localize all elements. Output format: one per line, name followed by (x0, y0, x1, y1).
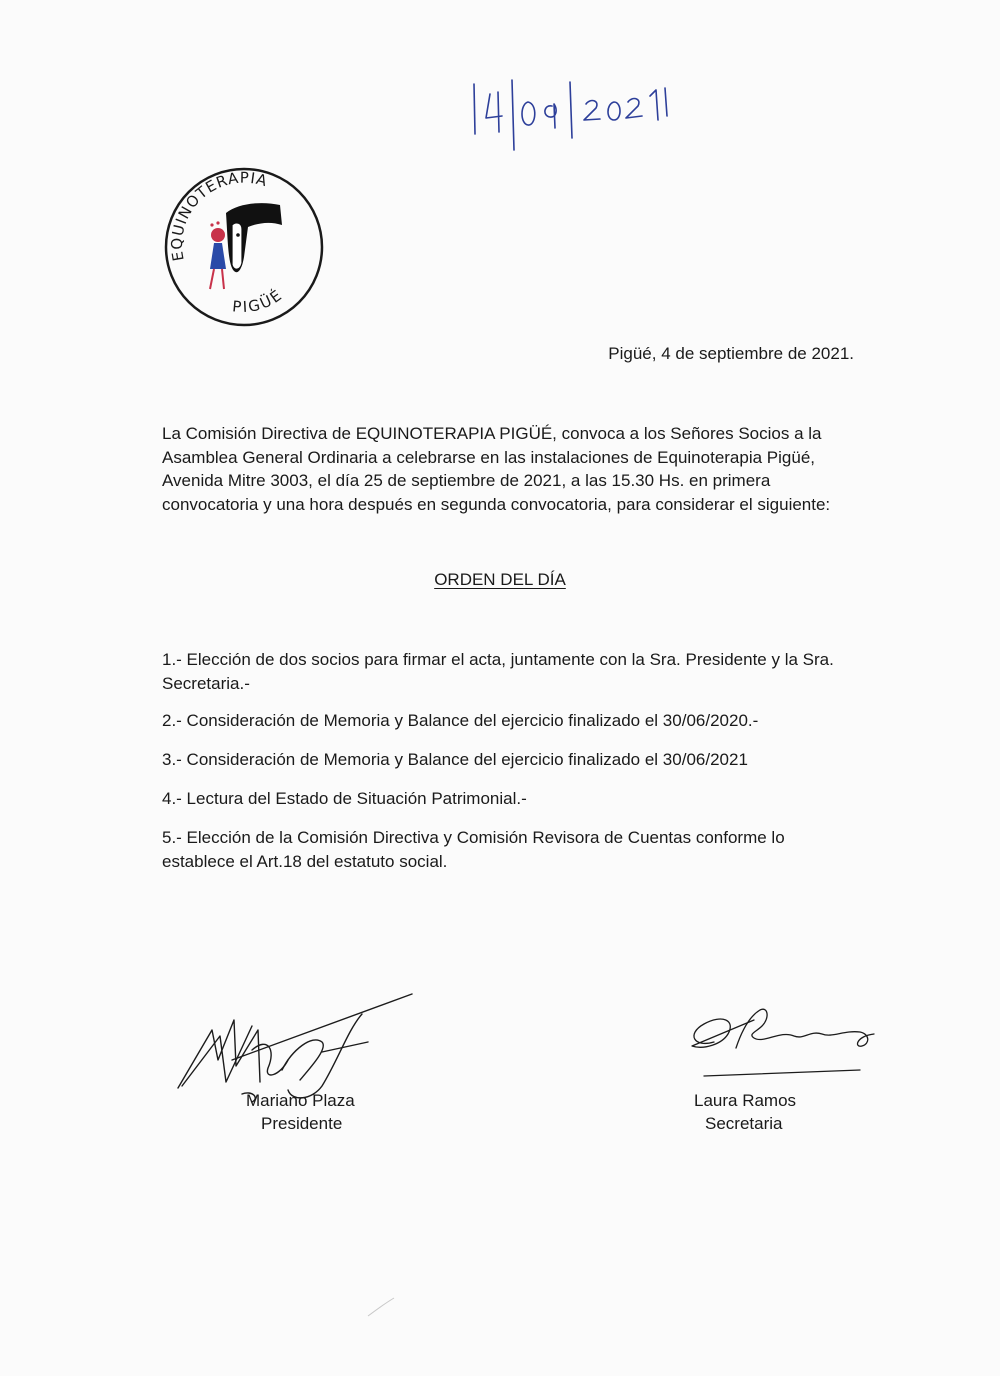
place-and-date: Pigüé, 4 de septiembre de 2021. (608, 344, 854, 363)
agenda-item (162, 748, 882, 772)
secretary-signature (684, 990, 894, 1090)
child-figure-icon (210, 221, 226, 289)
equinoterapia-logo (162, 165, 326, 329)
horse-icon (226, 203, 282, 272)
handwritten-date (462, 72, 682, 162)
agenda-item-text: establece el Art.18 del estatuto social. (162, 852, 448, 871)
agenda-item-text: 1.- Elección de dos socios para firmar el acta, juntamente con la Sra. Presidente y la Sra. (162, 650, 834, 669)
agenda-item-text: 5.- Elección de la Comisión Directiva y Comisión Revisora de Cuentas conforme lo (162, 828, 785, 847)
agenda-title: ORDEN DEL DÍA (434, 570, 566, 589)
intro-line: Avenida Mitre 3003, el día 25 de septiembre de 2021, a las 15.30 Hs. en primera (162, 471, 771, 490)
agenda-item-text: 4.- Lectura del Estado de Situación Patrimonial.- (162, 789, 527, 808)
agenda-item (162, 826, 882, 874)
intro-line: Asamblea General Ordinaria a celebrarse en las instalaciones de Equinoterapia Pigüé, (162, 447, 815, 467)
secretary-role: Secretaria (705, 1114, 783, 1133)
logo-text-bottom: PIGÜÉ (231, 285, 287, 317)
agenda-item-text: 3.- Consideración de Memoria y Balance del ejercicio finalizado el 30/06/2021 (162, 750, 748, 769)
president-name: Mariano Plaza (246, 1091, 355, 1110)
stray-pen-mark (366, 1296, 396, 1318)
secretary-name: Laura Ramos (694, 1091, 797, 1110)
agenda-item-text: 2.- Consideración de Memoria y Balance del ejercicio finalizado el 30/06/2020.- (162, 711, 759, 730)
agenda-item (162, 787, 882, 811)
agenda-heading (0, 570, 1000, 590)
intro-line: convocatoria y una hora después en segunda convocatoria, para considerar el siguiente: (162, 494, 831, 514)
president-role: Presidente (261, 1114, 343, 1133)
agenda-item (162, 709, 882, 733)
agenda-item-text: Secretaria.- (162, 674, 250, 693)
svg-text:PIGÜÉ (232, 285, 287, 317)
agenda-item (162, 648, 882, 696)
logo-text-top: EQUINOTERAPIA (167, 168, 270, 263)
intro-paragraph (162, 422, 862, 516)
intro-line: La Comisión Directiva de EQUINOTERAPIA PIGÜÉ, convoca a los Señores Socios a la (162, 424, 822, 443)
